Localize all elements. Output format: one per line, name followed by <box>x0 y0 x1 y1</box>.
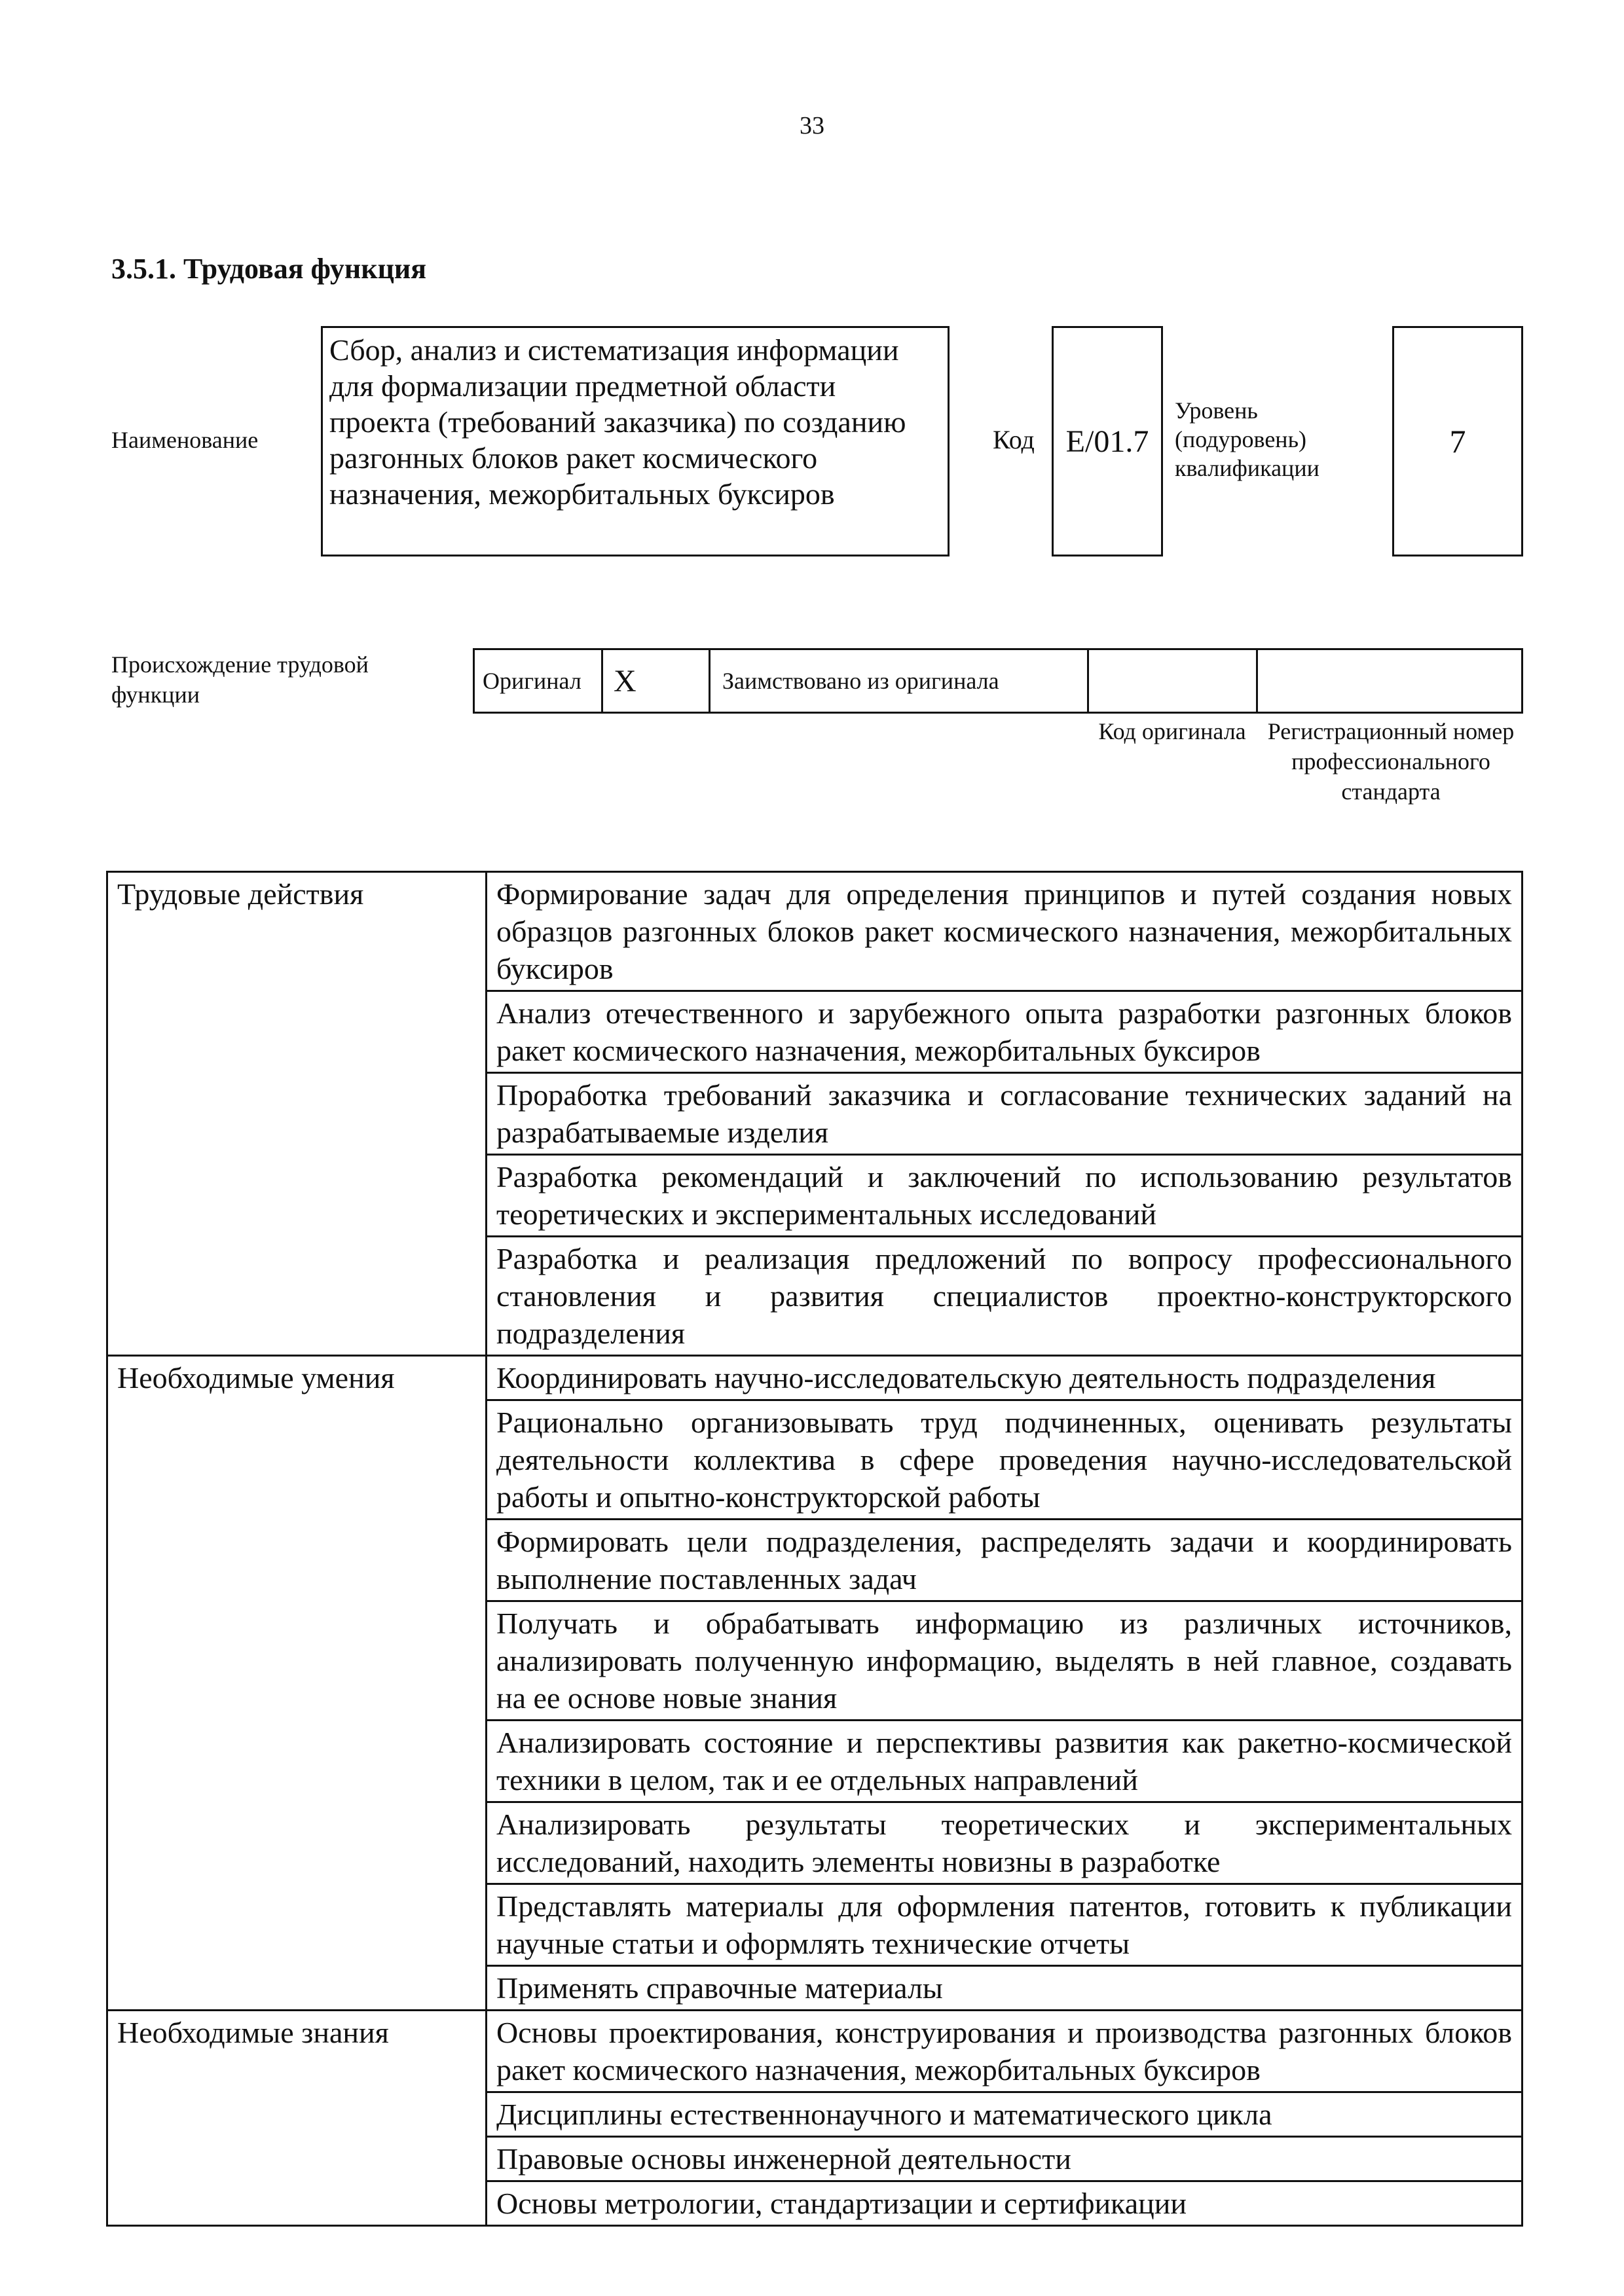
origin-borrowed-label: Заимствовано из оригинала <box>710 650 1089 712</box>
table-row <box>107 2011 1522 2092</box>
item-cell: Проработка требований заказчика и согласование технических заданий на разрабатываемые изделия <box>487 1073 1522 1155</box>
item-cell: Разработка рекомендаций и заключений по использованию результатов теоретических и экспериментальных исследований <box>487 1155 1522 1237</box>
level-label: Уровень (подуровень) квалификации <box>1175 397 1320 481</box>
item-cell: Разработка и реализация предложений по вопросу профессионального становления и развития специалистов проектно-конструкторского подразделения <box>487 1237 1522 1356</box>
origin-code-caption: Код оригинала <box>1098 718 1246 744</box>
item-cell: Формировать цели подразделения, распределять задачи и координировать выполнение поставленных задач <box>487 1520 1522 1601</box>
code-value-box <box>1052 326 1163 556</box>
item-cell: Дисциплины естественнонаучного и математического цикла <box>487 2092 1522 2137</box>
level-value-box <box>1392 326 1523 556</box>
item-cell: Анализировать состояние и перспективы развития как ракетно-космической техники в целом, так и ее отдельных направлений <box>487 1721 1522 1802</box>
category-cell: Необходимые умения <box>107 1356 487 2011</box>
category-cell: Необходимые знания <box>107 2011 487 2226</box>
function-details-body <box>107 872 1522 2226</box>
item-cell: Основы метрологии, стандартизации и сертификации <box>487 2181 1522 2226</box>
origin-code-cell <box>1089 650 1258 712</box>
item-cell: Представлять материалы для оформления патентов, готовить к публикации научные статьи и оформлять технические отчеты <box>487 1884 1522 1966</box>
table-row <box>107 872 1522 991</box>
origin-label: Происхождение трудовой функции <box>111 651 369 708</box>
page-number: 33 <box>800 112 824 139</box>
item-cell: Координировать научно-исследовательскую деятельность подразделения <box>487 1356 1522 1400</box>
item-cell: Формирование задач для определения принципов и путей создания новых образцов разгонных блоков ракет космического назначения, межорбитальных буксиров <box>487 872 1522 991</box>
category-cell: Трудовые действия <box>107 872 487 1356</box>
origin-reg-cell <box>1258 650 1521 712</box>
item-cell: Применять справочные материалы <box>487 1966 1522 2011</box>
section-title: 3.5.1. Трудовая функция <box>111 253 427 285</box>
function-name-box: Сбор, анализ и систематизация информации для формализации предметной области проекта (требований заказчика) по созданию разгонных блоков ракет космического назначения, межорбитальных буксиров <box>321 326 950 556</box>
item-cell: Правовые основы инженерной деятельности <box>487 2137 1522 2181</box>
origin-reg-caption: Регистрационный номер профессионального стандарта <box>1267 718 1515 805</box>
code-value: E/01.7 <box>1065 424 1149 459</box>
name-label: Наименование <box>111 427 259 453</box>
origin-table <box>473 648 1523 714</box>
item-cell: Получать и обрабатывать информацию из различных источников, анализировать полученную информацию, выделять в ней главное, создавать на ее основе новые знания <box>487 1601 1522 1721</box>
item-cell: Основы проектирования, конструирования и производства разгонных блоков ракет космического назначения, межорбитальных буксиров <box>487 2011 1522 2092</box>
origin-original-label: Оригинал <box>475 650 603 712</box>
origin-original-mark: X <box>603 650 710 712</box>
item-cell: Анализ отечественного и зарубежного опыта разработки разгонных блоков ракет космического назначения, межорбитальных буксиров <box>487 991 1522 1073</box>
function-details-table <box>106 871 1523 2227</box>
level-value: 7 <box>1449 423 1466 460</box>
item-cell: Рационально организовывать труд подчиненных, оценивать результаты деятельности коллектива в сфере проведения научно-исследовательской работы и опытно-конструкторской работы <box>487 1400 1522 1520</box>
item-cell: Анализировать результаты теоретических и экспериментальных исследований, находить элементы новизны в разработке <box>487 1802 1522 1884</box>
table-row <box>107 1356 1522 1400</box>
code-label: Код <box>993 425 1035 454</box>
